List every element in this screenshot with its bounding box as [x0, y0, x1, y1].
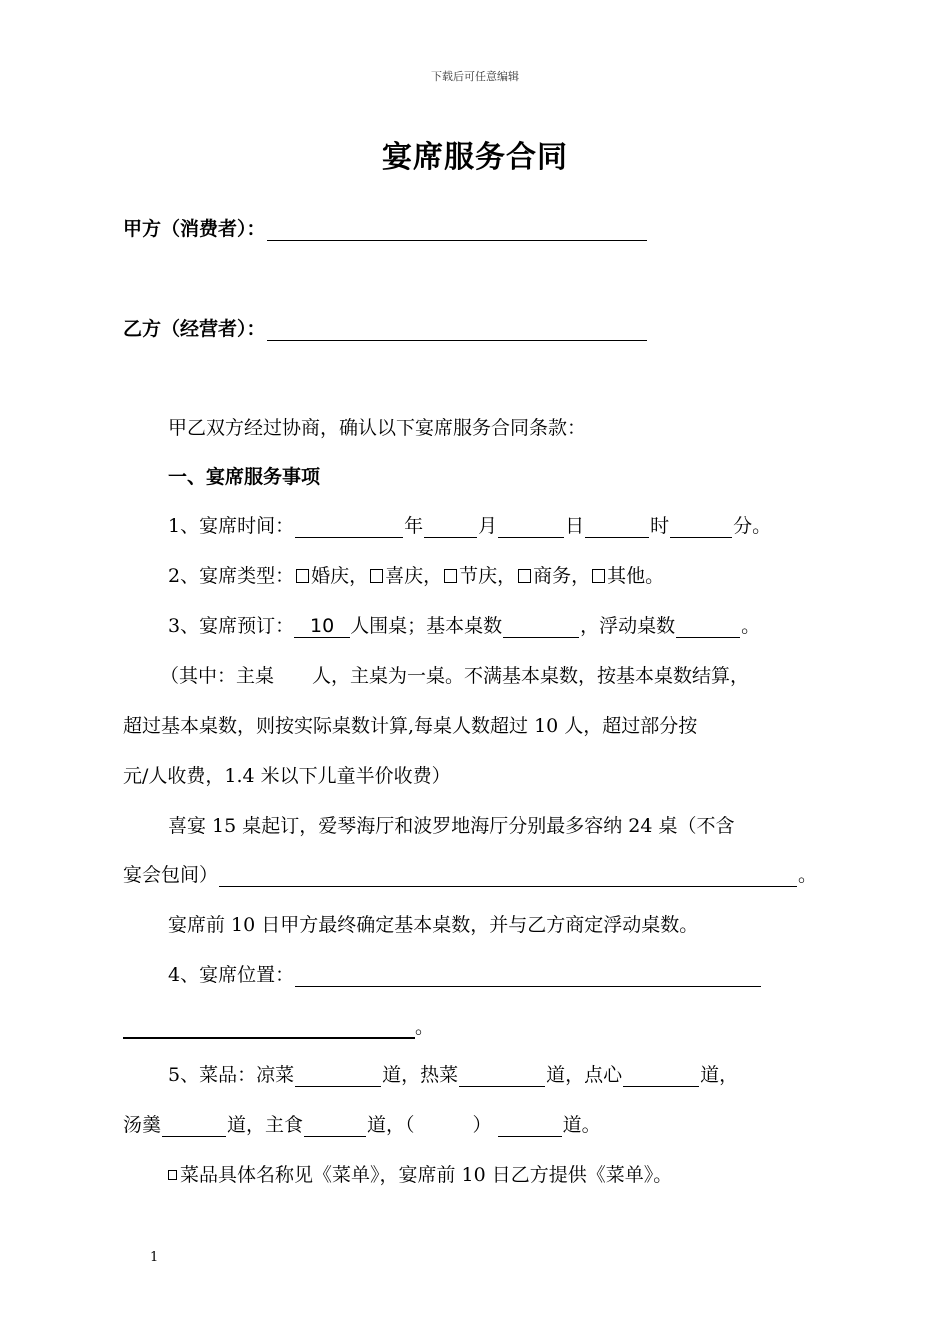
header-note: 下载后可任意编辑	[431, 70, 519, 83]
per-table-field[interactable]: 10	[294, 615, 350, 638]
soup-field[interactable]	[162, 1116, 226, 1137]
note-line-3: 元/人收费，1.4 米以下儿童半价收费）	[123, 765, 451, 787]
party-b-label: 乙方（经营者）：	[123, 318, 266, 340]
party-a-label: 甲方（消费者）：	[123, 218, 266, 240]
checkbox-other[interactable]	[592, 569, 605, 583]
party-a-field[interactable]	[267, 220, 647, 241]
checkbox-celebration[interactable]	[370, 569, 383, 583]
menu-note: 菜品具体名称见《菜单》，宴席前 10 日乙方提供《菜单》。	[168, 1160, 672, 1187]
year-field[interactable]	[295, 517, 403, 538]
dessert-field[interactable]	[623, 1066, 699, 1087]
item4-location: 4、宴席位置：	[168, 960, 762, 987]
page-number: 1	[150, 1250, 159, 1265]
staple-field[interactable]	[304, 1116, 366, 1137]
location-field-cont[interactable]	[123, 1017, 415, 1039]
hall-field[interactable]	[219, 866, 797, 887]
item1-time: 1、宴席时间： 年 月 日 时 分。	[168, 515, 772, 537]
item2-type: 2、宴席类型： 婚庆， 喜庆， 节庆， 商务， 其他。	[168, 565, 665, 587]
item5-dishes-line2: 汤羹 道，主食 道，（ ） 道。	[123, 1114, 601, 1136]
checkbox-business[interactable]	[518, 569, 531, 583]
location-field[interactable]	[295, 966, 761, 987]
item4-location-cont: 。	[123, 1012, 434, 1039]
document-title: 宴席服务合同	[382, 140, 568, 175]
hot-dish-field[interactable]	[459, 1066, 545, 1087]
party-b-line	[123, 314, 648, 341]
note-line-1: （其中：主桌 人，主桌为一桌。不满基本桌数，按基本桌数结算，	[160, 665, 750, 687]
checkbox-wedding[interactable]	[296, 569, 309, 583]
day-field[interactable]	[498, 517, 564, 538]
item3-booking: 3、宴席预订： 10 人围桌；基本桌数 ，浮动桌数 。	[168, 615, 761, 637]
month-field[interactable]	[424, 517, 477, 538]
cold-dish-field[interactable]	[295, 1066, 381, 1087]
hour-field[interactable]	[585, 517, 649, 538]
party-b-field[interactable]	[267, 320, 647, 341]
menu-note-checkbox[interactable]	[168, 1170, 177, 1180]
intro-text: 甲乙双方经过协商，确认以下宴席服务合同条款：	[168, 417, 587, 439]
minute-field[interactable]	[670, 517, 732, 538]
other-dish-field[interactable]	[498, 1116, 562, 1137]
party-a-line	[123, 214, 648, 241]
section1-heading: 一、宴席服务事项	[168, 466, 321, 488]
base-tables-field[interactable]	[503, 617, 579, 638]
item5-dishes: 5、菜品：凉菜 道，热菜 道，点心 道，	[168, 1064, 739, 1086]
hall-line-2: 宴会包间） 。	[123, 864, 818, 886]
floating-tables-field[interactable]	[676, 617, 740, 638]
confirm-line: 宴席前 10 日甲方最终确定基本桌数，并与乙方商定浮动桌数。	[168, 914, 699, 936]
checkbox-festival[interactable]	[444, 569, 457, 583]
note-line-2: 超过基本桌数，则按实际桌数计算,每桌人数超过 10 人，超过部分按	[123, 715, 698, 737]
hall-line-1: 喜宴 15 桌起订，爱琴海厅和波罗地海厅分别最多容纳 24 桌（不含	[168, 815, 735, 837]
